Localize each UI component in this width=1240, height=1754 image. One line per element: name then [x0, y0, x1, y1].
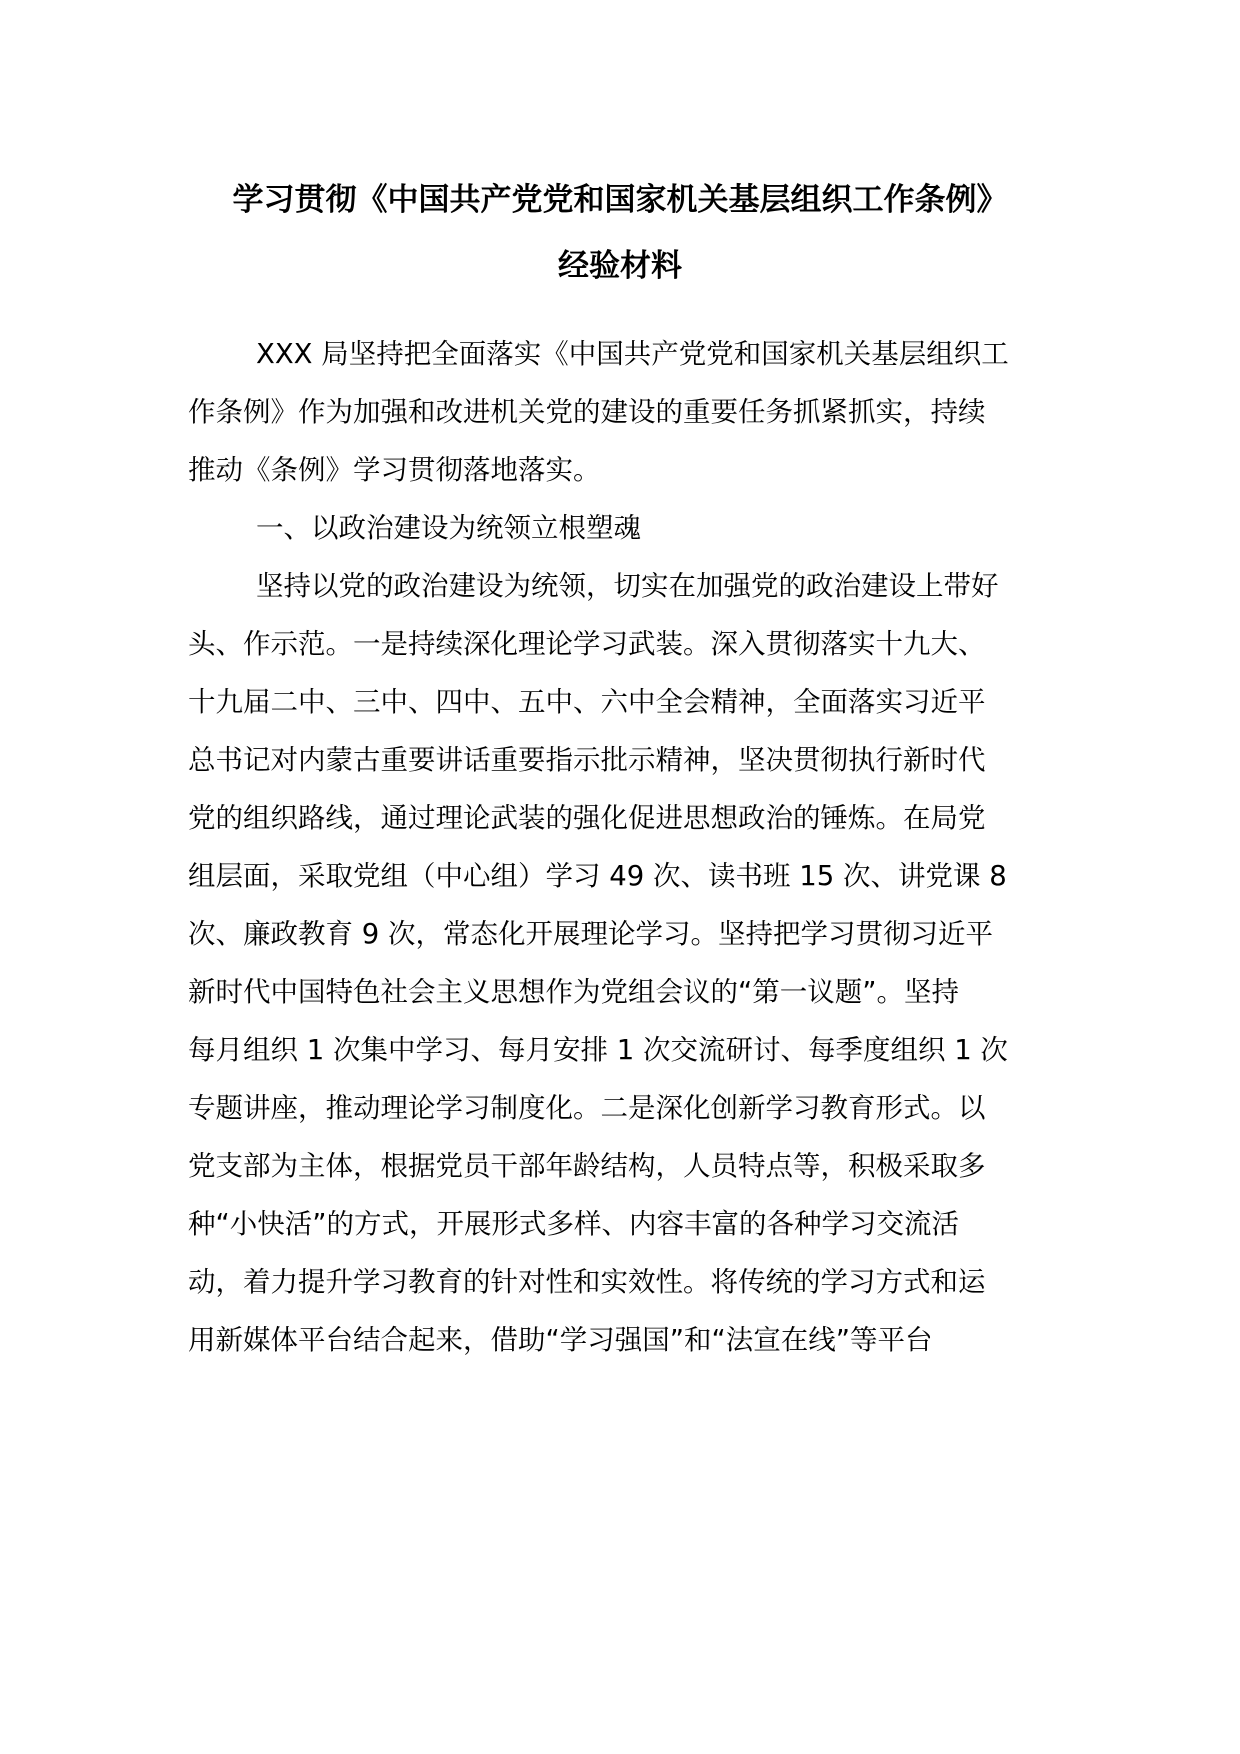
body-line: 组层面，采取党组（中心组）学习 49 次、读书班 15 次、讲党课 8 — [188, 860, 1007, 892]
body-line: 每月组织 1 次集中学习、每月安排 1 次交流研讨、每季度组织 1 次 — [188, 1034, 1008, 1066]
document-title-line-1: 学习贯彻《中国共产党党和国家机关基层组织工作条例》 — [232, 182, 1008, 218]
body-line: XXX 局坚持把全面落实《中国共产党党和国家机关基层组织工 — [256, 338, 1009, 370]
body-line: 头、作示范。一是持续深化理论学习武装。深入贯彻落实十九大、 — [188, 628, 986, 660]
body-line: 用新媒体平台结合起来，借助“学习强国”和“法宣在线”等平台 — [188, 1324, 933, 1356]
body-line: 动，着力提升学习教育的针对性和实效性。将传统的学习方式和运 — [188, 1266, 986, 1298]
body-line: 党的组织路线，通过理论武装的强化促进思想政治的锤炼。在局党 — [188, 802, 986, 834]
body-line: 坚持以党的政治建设为统领，切实在加强党的政治建设上带好 — [256, 570, 999, 602]
body-line: 推动《条例》学习贯彻落地落实。 — [188, 454, 601, 486]
document-title-line-2: 经验材料 — [558, 248, 682, 284]
body-line: 十九届二中、三中、四中、五中、六中全会精神，全面落实习近平 — [188, 686, 986, 718]
section-heading: 一、以政治建设为统领立根塑魂 — [256, 512, 641, 544]
body-line: 新时代中国特色社会主义思想作为党组会议的“第一议题”。坚持 — [188, 976, 959, 1008]
body-line: 种“小快活”的方式，开展形式多样、内容丰富的各种学习交流活 — [188, 1208, 959, 1240]
body-line: 次、廉政教育 9 次，常态化开展理论学习。坚持把学习贯彻习近平 — [188, 918, 993, 950]
body-line: 作条例》作为加强和改进机关党的建设的重要任务抓紧抓实，持续 — [188, 396, 986, 428]
body-line: 总书记对内蒙古重要讲话重要指示批示精神，坚决贯彻执行新时代 — [188, 744, 986, 776]
body-line: 专题讲座，推动理论学习制度化。二是深化创新学习教育形式。以 — [188, 1092, 986, 1124]
body-line: 党支部为主体，根据党员干部年龄结构，人员特点等，积极采取多 — [188, 1150, 986, 1182]
